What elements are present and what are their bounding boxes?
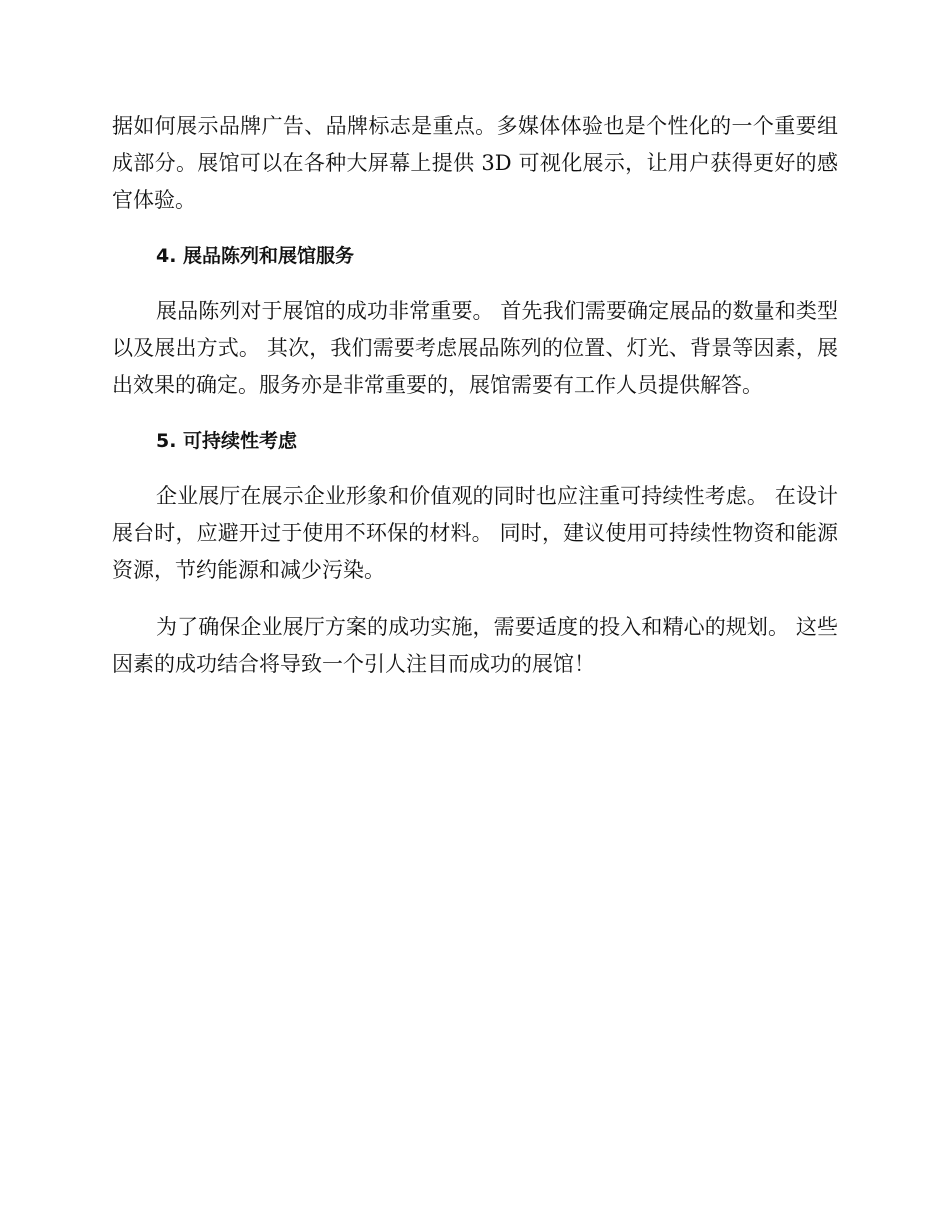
conclusion-paragraph: 为了确保企业展厅方案的成功实施，需要适度的投入和精心的规划。 这些因素的成功结合将导致一个引人注目而成功的展馆！	[112, 615, 838, 676]
section-5-paragraph: 企业展厅在展示企业形象和价值观的同时也应注重可持续性考虑。 在设计展台时，应避开过于使用不环保的材料。 同时，建议使用可持续性物资和能源资源，节约能源和减少污染。	[112, 484, 838, 582]
section-5-heading: 5. 可持续性考虑	[156, 430, 298, 452]
section-4-paragraph: 展品陈列对于展馆的成功非常重要。 首先我们需要确定展品的数量和类型以及展出方式。 其次，我们需要考虑展品陈列的位置、灯光、背景等因素，展出效果的确定。服务亦是非常重要的，展馆需要有工作人员提供解答。	[112, 299, 838, 397]
intro-paragraph: 据如何展示品牌广告、品牌标志是重点。多媒体体验也是个性化的一个重要组成部分。展馆可以在各种大屏幕上提供 3D 可视化展示，让用户获得更好的感官体验。	[112, 114, 838, 212]
document-body	[112, 108, 838, 703]
section-4-heading: 4. 展品陈列和展馆服务	[156, 245, 355, 267]
